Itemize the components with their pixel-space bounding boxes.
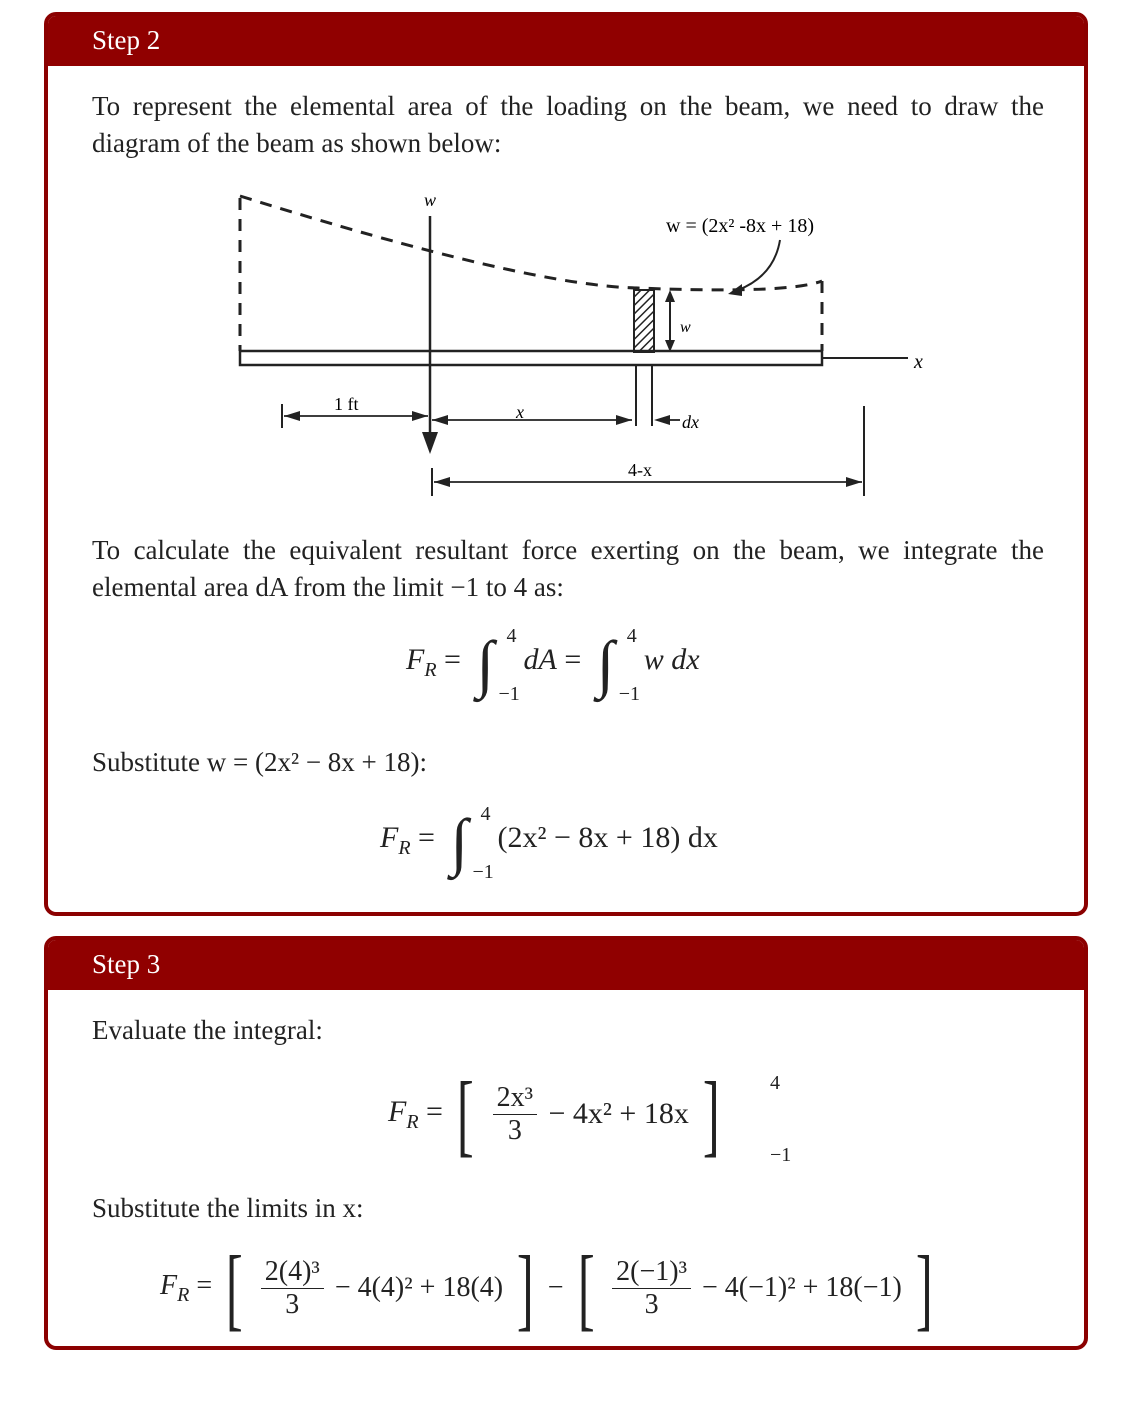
eq1-integral-1: ∫ 4 −1 [476,625,520,705]
eq1-upper-1: 4 [506,625,517,647]
x-dim-arrow-left [432,415,448,425]
dx-arrow [654,415,670,425]
eq1-integral-2: ∫ 4 −1 [596,625,641,705]
eq3-bracket-close: ] [703,1063,721,1165]
eq2-integrand: (2x² − 8x + 18) dx [497,821,718,854]
eq4-frac1 [261,1256,324,1321]
eq4-rest1: − 4(4)² + 18(4) [334,1272,504,1303]
eq4-den1: 3 [285,1288,300,1320]
eq2-integral: ∫ 4 −1 [450,803,494,883]
eq4-bracket2-close: ] [915,1237,933,1339]
equation-4: $F_R$ = [ $\frac{\text{2(4)³}}{3}$ − 4(4)² + 18(4) ] − [ $\frac{\text{2(−1)³}}{3}$ − 4(−1)² + 18(−1) ] [160,1237,933,1339]
step3-substitute-limits: Substitute the limits in x: [92,1193,364,1223]
eq3-frac [493,1082,537,1147]
eq2-lhs: F [380,821,399,854]
eq3-bracket-open: [ [457,1063,475,1165]
eq4-rest2: − 4(−1)² + 18(−1) [702,1272,902,1303]
eq3-den: 3 [507,1114,522,1146]
eq4-lhs: F [160,1269,178,1301]
x-dim-label: x [516,402,524,422]
eq4-minus: − [547,1272,564,1303]
resultant-arrowhead [422,432,438,454]
eq3-lhs: F [388,1094,407,1128]
four-minus-x-arrow-right [846,477,862,487]
equation-2 [380,803,718,883]
eq2-upper: 4 [480,803,491,825]
w-label: w [424,190,437,210]
eq4-bracket1-open: [ [226,1237,243,1339]
eq4-frac2 [612,1256,691,1321]
eq4-bracket2-open: [ [577,1237,595,1339]
step2-card [44,12,1088,916]
eq4-lhs-sub: R [177,1283,190,1306]
beam [240,351,822,365]
eq1-equals: = [444,643,461,676]
eq3-lower: −1 [770,1144,792,1166]
eq3-num: 2x³ [493,1082,537,1115]
eq2-equals: = [418,821,435,854]
equation-pointer-head [728,284,742,296]
eq1-lhs: F [406,643,425,676]
step2-header: Step 2 [48,16,1084,66]
w-arrow-label: w [680,319,691,336]
eq1-mid: dA [523,643,557,676]
step3-card [44,936,1088,1350]
eq2-lhs-sub: R [398,837,411,859]
four-minus-x-label: 4-x [628,460,652,480]
dx-label: dx [682,412,699,432]
one-ft-label: 1 ft [334,394,359,414]
eq1-lower-1: −1 [498,683,520,705]
eq3-rest: − 4x² + 18x [548,1097,689,1130]
step2-substitute: Substitute w = (2x² − 8x + 18): [92,747,428,777]
four-minus-x-arrow-left [434,477,450,487]
eq1-rhs: w dx [643,643,700,676]
eq1-upper-2: 4 [626,625,637,647]
eq4-num2: 2(−1)³ [612,1256,691,1289]
eq1-lower-2: −1 [618,683,641,705]
eq2-lower: −1 [472,861,494,883]
eq4-bracket1-close: ] [516,1237,534,1339]
eq4-den2: 3 [644,1288,659,1320]
x-dim-arrow-right [616,415,632,425]
beam-diagram [228,176,928,496]
eq1-lhs-sub: R [424,659,437,681]
eq1-equals-2: = [564,643,582,676]
equation-pointer [738,240,780,290]
one-ft-arrow-left [284,411,300,421]
eq3-upper: 4 [770,1072,780,1094]
eq3-lhs-sub: R [406,1110,419,1133]
step3-header: Step 3 [48,940,1084,990]
eq4-num1: 2(4)³ [261,1256,324,1289]
elemental-strip [634,290,654,352]
step3-evaluate: Evaluate the integral: [92,1015,323,1045]
step2-para2: To calculate the equivalent resultant force exerting on the beam, we integrate the elemental area dA from the limit −1 to 4 as: [92,535,1044,602]
equation-1 [406,625,700,705]
load-equation-label: w = (2x² -8x + 18) [666,215,814,237]
step2-intro: To represent the elemental area of the loading on the beam, we need to draw the diagram of the beam as shown below: [92,91,1044,158]
one-ft-arrow-right [412,411,428,421]
w-height-arrow-top [665,290,675,302]
x-axis-label: x [914,351,923,373]
equation-3: $F_R$ = [ $\frac{\text{2x³}}{3}$ − 4x² + 18x ] 4 −1 [388,1063,792,1166]
